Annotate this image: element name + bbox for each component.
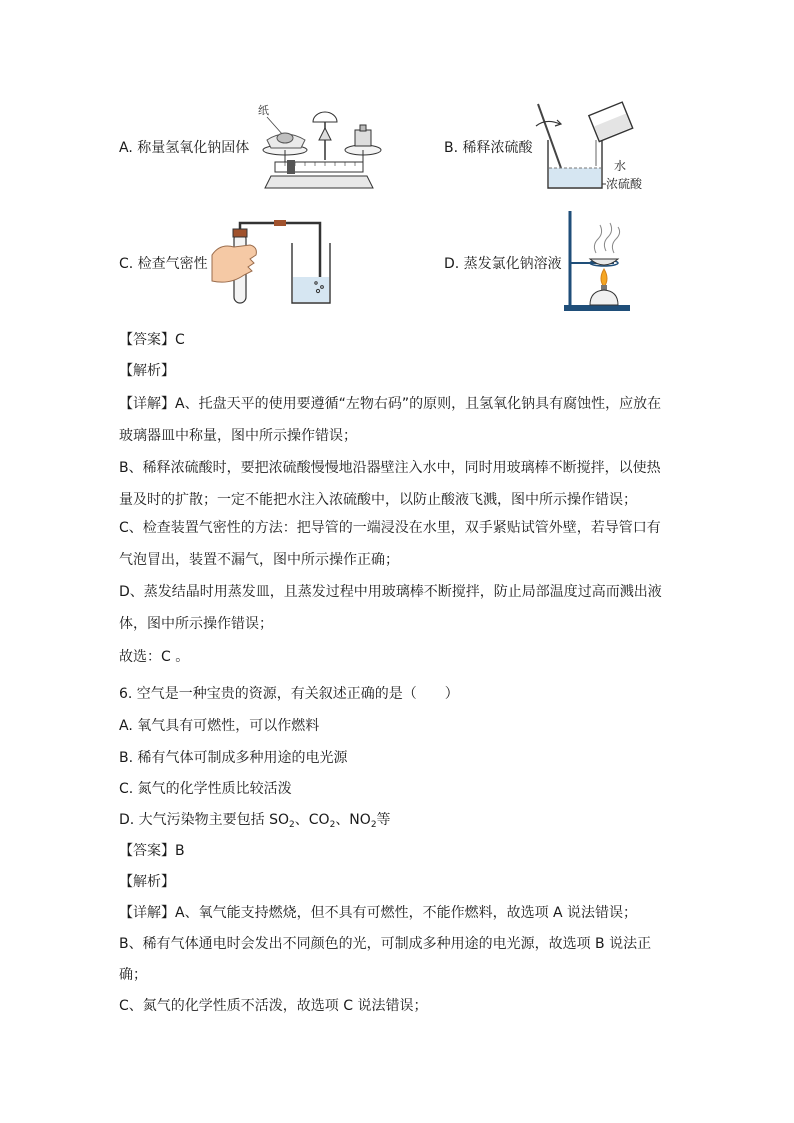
balance-figure bbox=[255, 100, 385, 195]
option-d-label: D. 蒸发氯化钠溶液 bbox=[444, 256, 562, 272]
q5-detail-line: 玻璃器皿中称量，图中所示操作错误； bbox=[119, 428, 357, 444]
q6-stem: 6. 空气是一种宝贵的资源，有关叙述正确的是（ ） bbox=[119, 686, 459, 702]
q6-detail-line: 【详解】A、氧气能支持燃烧，但不具有可燃性，不能作燃料，故选项 A 说法错误； bbox=[119, 905, 638, 921]
paper-label: 纸 bbox=[258, 104, 269, 117]
q6-option-d: D. 大气污染物主要包括 $SO_2$、$CO_2$、$NO_2$等 bbox=[119, 812, 391, 830]
option-a-label: A. 称量氢氧化钠固体 bbox=[119, 140, 250, 156]
q5-detail-line: 量及时的扩散；一定不能把水注入浓硫酸中，以防止酸液飞溅，图中所示操作错误； bbox=[119, 492, 637, 508]
option-c-label: C. 检查气密性 bbox=[119, 256, 208, 272]
q5-detail-line: 体，图中所示操作错误； bbox=[119, 616, 273, 632]
acid-label: 浓硫酸 bbox=[606, 177, 643, 191]
option-b-label: B. 稀释浓硫酸 bbox=[444, 140, 533, 156]
airtightness-figure bbox=[210, 215, 340, 307]
q5-detail-line: C、检查装置气密性的方法：把导管的一端浸没在水里，双手紧贴试管外壁，若导管口有 bbox=[119, 520, 661, 536]
q5-detail-line: 【详解】A、托盘天平的使用要遵循“左物右码”的原则，且氢氧化钠具有腐蚀性，应放在 bbox=[119, 396, 662, 412]
q5-answer: 【答案】C bbox=[119, 332, 185, 348]
q6-detail-line: 确； bbox=[119, 967, 147, 983]
q5-analysis-heading: 【解析】 bbox=[119, 363, 175, 379]
dilution-figure bbox=[530, 100, 660, 195]
q5-detail-line: D、蒸发结晶时用蒸发皿，且蒸发过程中用玻璃棒不断搅拌，防止局部温度过高而溅出液 bbox=[119, 584, 662, 600]
q6-option-a: A. 氧气具有可燃性，可以作燃料 bbox=[119, 718, 320, 734]
q5-detail-line: 气泡冒出，装置不漏气，图中所示操作正确； bbox=[119, 552, 399, 568]
q6-detail-line: B、稀有气体通电时会发出不同颜色的光，可制成多种用途的电光源，故选项 B 说法正 bbox=[119, 936, 652, 952]
q6-option-c: C. 氮气的化学性质比较活泼 bbox=[119, 781, 292, 797]
q6-detail-line: C、氮气的化学性质不活泼，故选项 C 说法错误； bbox=[119, 998, 428, 1014]
q6-option-b: B. 稀有气体可制成多种用途的电光源 bbox=[119, 750, 348, 766]
q5-conclusion: 故选：C 。 bbox=[119, 649, 190, 665]
evaporation-figure bbox=[560, 205, 640, 317]
q5-detail-line: B、稀释浓硫酸时，要把浓硫酸慢慢地沿器壁注入水中，同时用玻璃棒不断搅拌，以使热 bbox=[119, 460, 661, 476]
q6-answer: 【答案】B bbox=[119, 843, 185, 859]
water-label: 水 bbox=[614, 159, 627, 173]
q6-analysis-heading: 【解析】 bbox=[119, 874, 175, 890]
